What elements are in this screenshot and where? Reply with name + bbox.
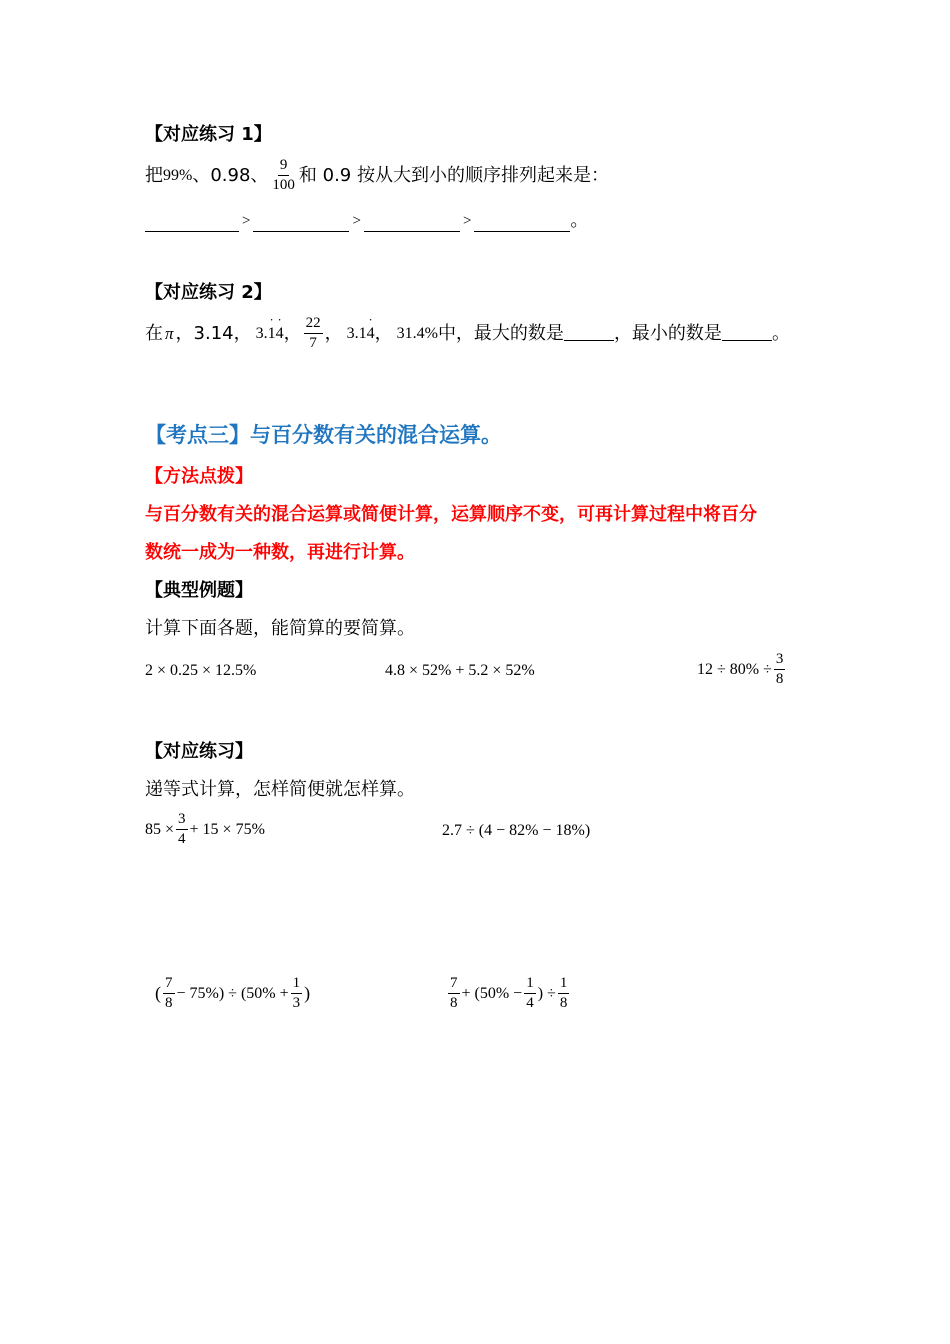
example-heading: 【典型例题】 bbox=[145, 580, 253, 601]
answer-blank-max[interactable] bbox=[564, 326, 614, 341]
fraction-denominator: 8 bbox=[775, 671, 784, 687]
fraction-3-8 bbox=[774, 652, 786, 687]
greater-than-sign: > bbox=[462, 213, 472, 229]
fraction-denominator: 8 bbox=[165, 995, 173, 1011]
example-expression-1: 2 × 0.25 × 12.5% bbox=[145, 662, 257, 679]
comma: ， bbox=[175, 322, 194, 344]
method-text-line-1: 与百分数有关的混合运算或简便计算，运算顺序不变，可再计算过程中将百分 bbox=[145, 504, 757, 525]
fraction-7-8 bbox=[163, 976, 175, 1011]
answer-blank-min[interactable] bbox=[722, 326, 772, 341]
value-31-4-percent: 31.4% bbox=[396, 324, 438, 342]
pi-symbol: π bbox=[165, 323, 174, 343]
answer-blank-1[interactable] bbox=[145, 217, 239, 232]
greater-than-sign: > bbox=[352, 213, 361, 229]
example-expression-2: 4.8 × 52% + 5.2 × 52% bbox=[385, 662, 535, 679]
q-prefix: 在 bbox=[145, 322, 163, 344]
greater-than-sign: > bbox=[242, 213, 251, 229]
q-sep: 、0.98、 bbox=[192, 164, 269, 186]
fraction-numerator: 1 bbox=[558, 976, 570, 994]
repeating-digit: ˙ 1 bbox=[268, 323, 276, 345]
comma: ， bbox=[374, 322, 393, 344]
fraction-numerator: 22 bbox=[304, 316, 323, 334]
q-prefix: 把 bbox=[145, 164, 163, 186]
fraction-denominator: 8 bbox=[450, 995, 458, 1011]
example-prompt: 计算下面各题，能简算的要简算。 bbox=[145, 618, 415, 639]
practice-expression-1: 85 × $\frac{3}{4}$ + 15 × 75% bbox=[145, 811, 265, 847]
repeating-decimal-3-14-last: 3.1˙ 4 bbox=[347, 323, 375, 345]
exercise-3-prompt: 递等式计算，怎样简便就怎样算。 bbox=[145, 779, 415, 800]
fraction-1-4 bbox=[524, 976, 536, 1011]
method-text-line-2: 数统一成为一种数，再进行计算。 bbox=[145, 542, 415, 563]
period: 。 bbox=[771, 322, 790, 344]
fraction-9-100 bbox=[270, 158, 297, 193]
fraction-1-8 bbox=[558, 976, 570, 1011]
value-3-14: 3.14， bbox=[193, 322, 252, 344]
section-title: 【考点三】与百分数有关的混合运算。 bbox=[145, 423, 502, 447]
value-99-percent: 99% bbox=[163, 166, 193, 184]
fraction-denominator: 7 bbox=[309, 335, 317, 351]
answer-blank-2[interactable] bbox=[253, 217, 349, 232]
method-heading: 【方法点拨】 bbox=[145, 466, 253, 487]
q-middle: 中，最大的数是 bbox=[437, 322, 564, 344]
exercise-2-heading: 【对应练习 2】 bbox=[145, 282, 272, 303]
fraction-numerator: 3 bbox=[774, 652, 786, 670]
fraction-3-4 bbox=[176, 812, 188, 847]
q-middle-2: ，最小的数是 bbox=[613, 322, 722, 344]
answer-blank-3[interactable] bbox=[364, 217, 460, 232]
fraction-denominator: 8 bbox=[559, 995, 568, 1011]
fraction-denominator: 4 bbox=[526, 995, 534, 1011]
fraction-1-3 bbox=[291, 976, 303, 1011]
fraction-22-7 bbox=[304, 316, 323, 351]
fraction-numerator: 3 bbox=[176, 812, 188, 830]
fraction-numerator: 1 bbox=[524, 976, 536, 994]
exercise-2-question bbox=[145, 316, 790, 351]
practice-expression-2: 2.7 ÷ (4 − 82% − 18%) bbox=[442, 822, 591, 839]
fraction-denominator: 3 bbox=[292, 995, 301, 1011]
fraction-numerator: 9 bbox=[278, 158, 290, 176]
repeating-digit: ˙ 4 bbox=[367, 323, 375, 345]
exercise-3-heading: 【对应练习】 bbox=[145, 741, 253, 762]
period: 。 bbox=[570, 210, 589, 231]
fraction-7-8 bbox=[448, 976, 460, 1011]
exercise-1-heading: 【对应练习 1】 bbox=[145, 124, 272, 145]
exercise-1-question bbox=[145, 158, 609, 193]
answer-blank-4[interactable] bbox=[474, 217, 570, 232]
fraction-denominator: 100 bbox=[272, 177, 295, 193]
fraction-denominator: 4 bbox=[178, 831, 186, 847]
fraction-numerator: 1 bbox=[291, 976, 303, 994]
exercise-1-answer-line bbox=[145, 210, 588, 232]
comma: ， bbox=[283, 322, 302, 344]
repeating-decimal-3-14-both: 3.˙ 1˙ 4 bbox=[256, 323, 284, 345]
practice-expression-3: ( $\frac{7}{8}$ − 75%) ÷ (50% + $\frac{1}{3}$ ) bbox=[155, 975, 311, 1011]
practice-expression-4: $\frac{7}{8}$ + (50% − $\frac{1}{4}$ ) ÷ $\frac{1}{8}$ bbox=[450, 975, 568, 1011]
q-suffix: 和 0.9 按从大到小的顺序排列起来是： bbox=[298, 164, 609, 186]
comma: ， bbox=[324, 322, 343, 344]
example-expression-3: 12 ÷ 80% ÷ $\frac{3}{8}$ bbox=[697, 651, 784, 687]
fraction-numerator: 7 bbox=[448, 976, 460, 994]
fraction-numerator: 7 bbox=[163, 976, 175, 994]
repeating-digit: ˙ 4 bbox=[276, 323, 284, 345]
